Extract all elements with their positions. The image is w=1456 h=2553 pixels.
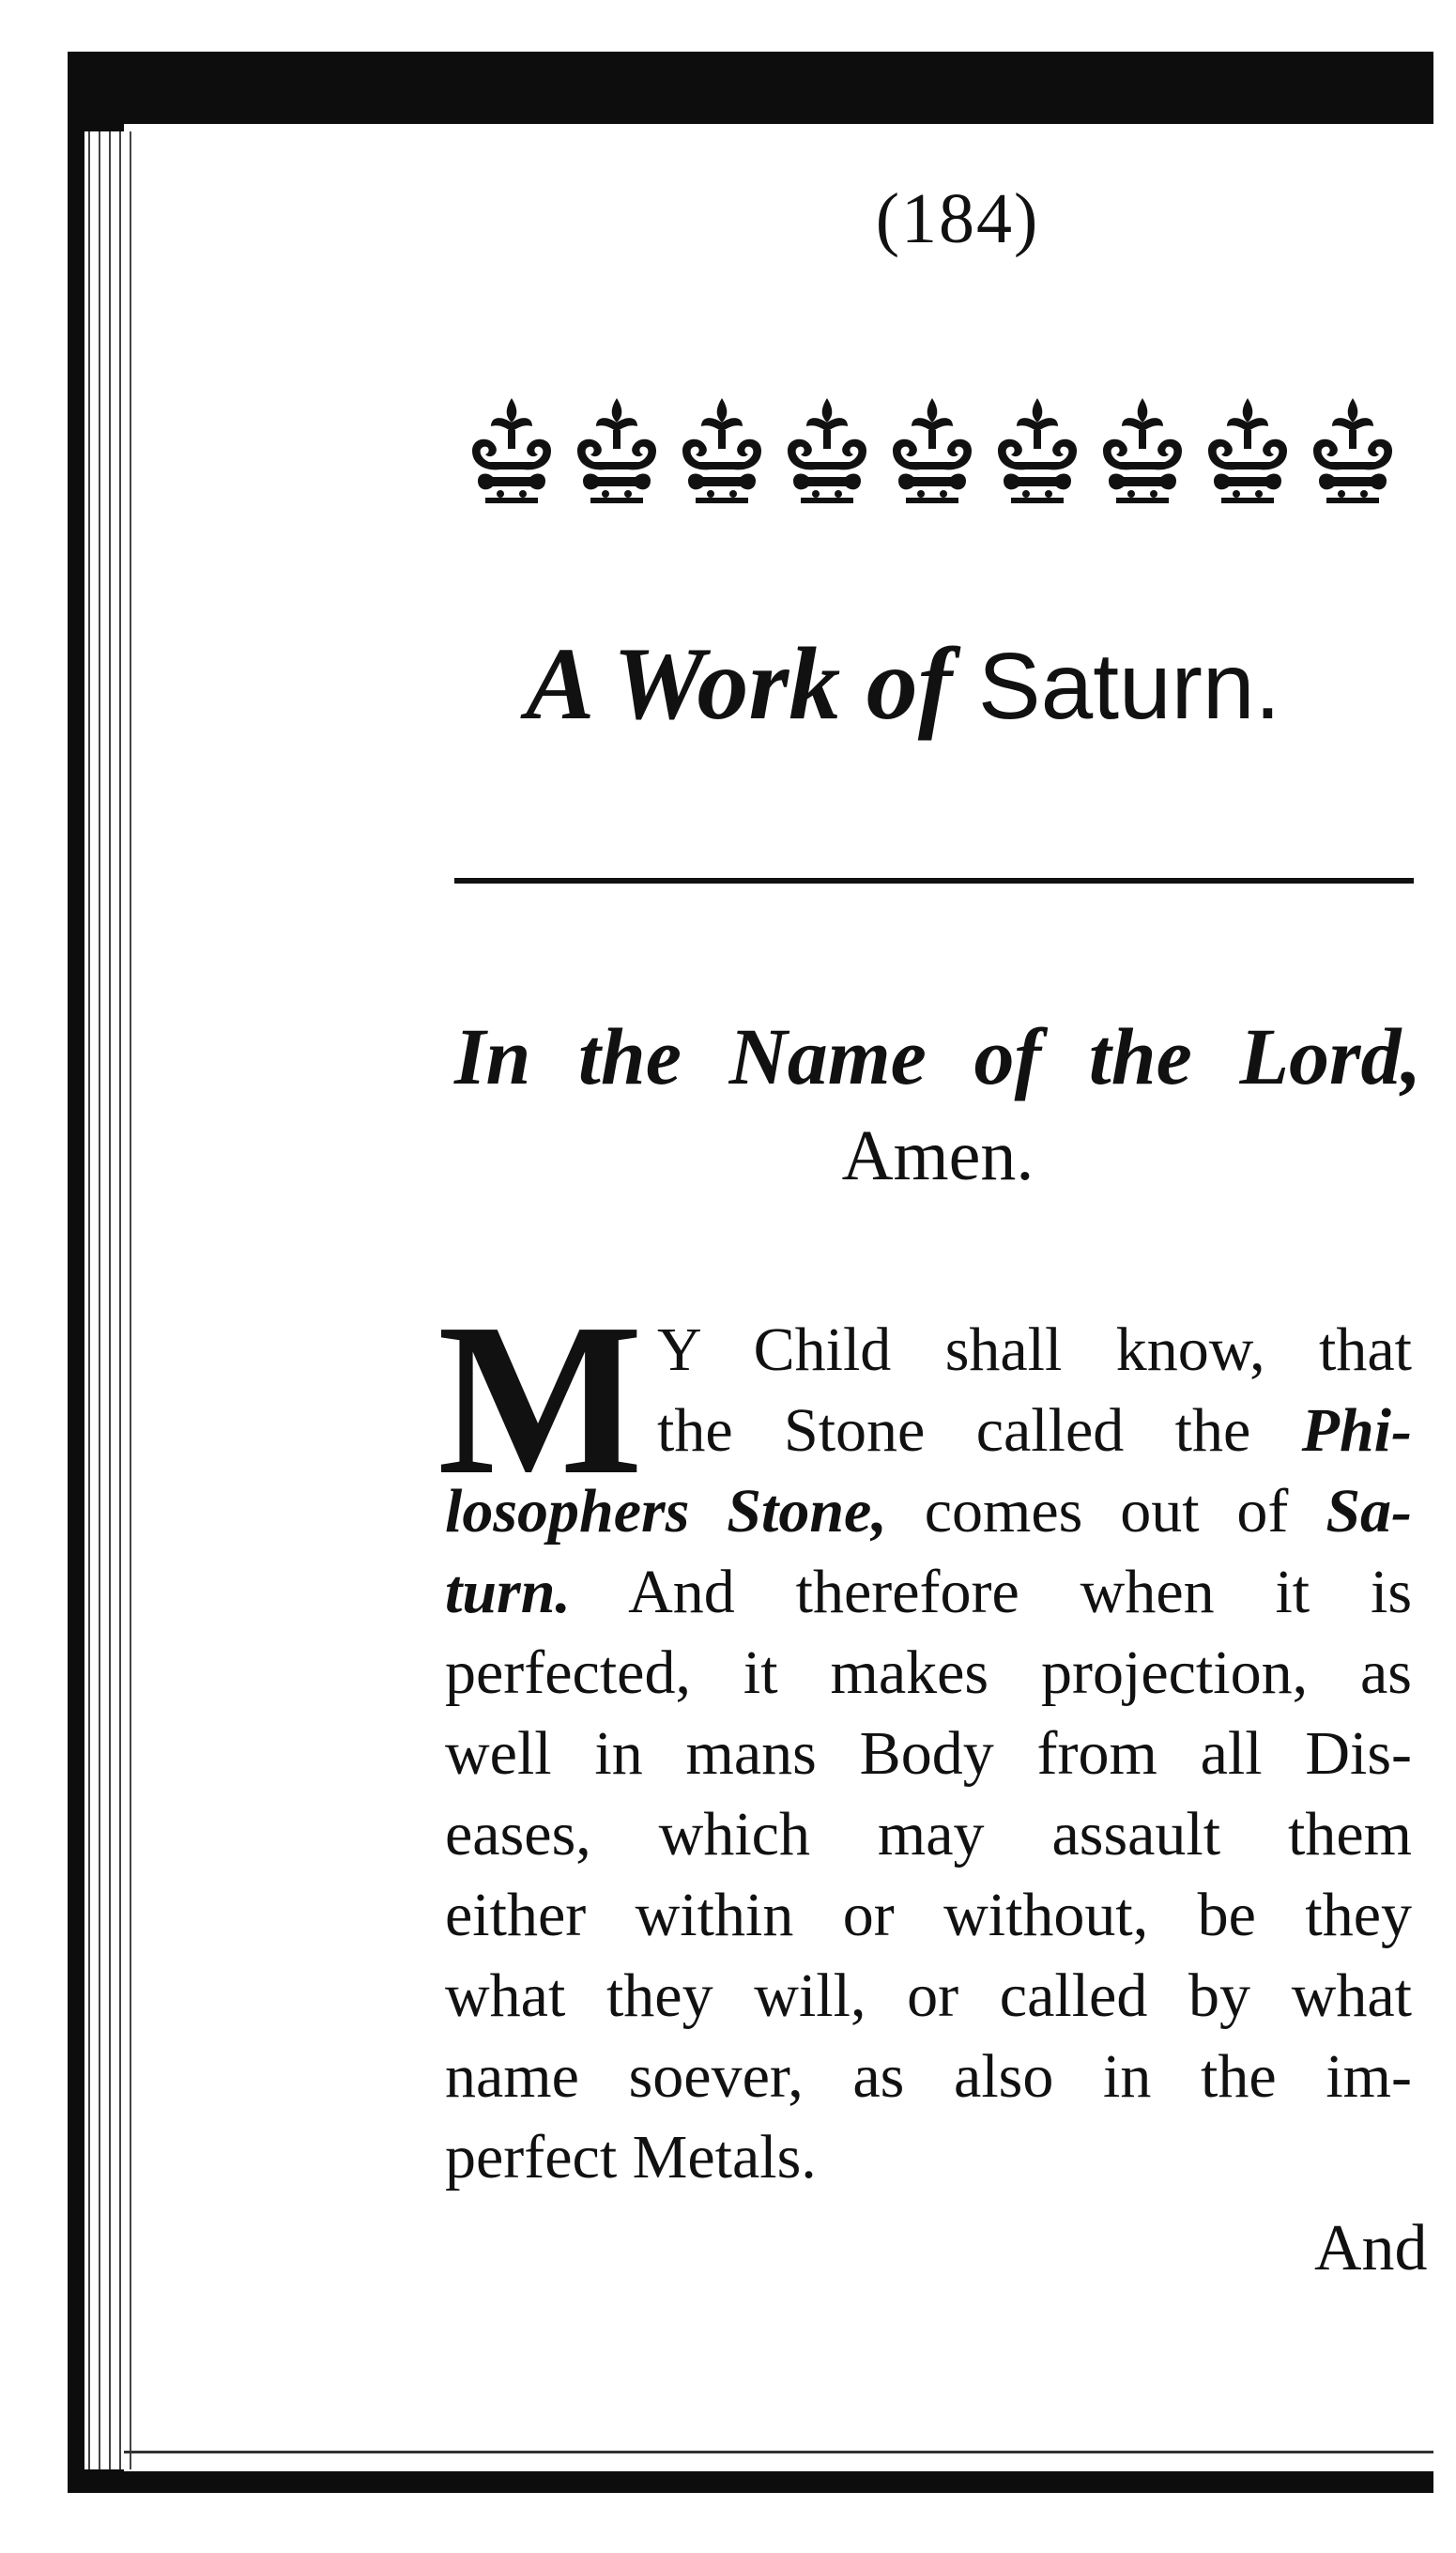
page-number: (184) (875, 179, 1040, 258)
body-line: Y Child shall know, that (657, 1315, 1412, 1384)
body-line: name soever, as also in the im- (445, 2042, 1412, 2111)
fleur-de-lis-ornament-icon (778, 394, 876, 505)
fleur-de-lis-ornament-icon (463, 394, 560, 505)
title-rule (454, 878, 1414, 884)
body-line: eases, which may assault them (445, 1800, 1412, 1869)
body-line: the Stone called the Phi- (657, 1396, 1412, 1465)
chapter-title (526, 624, 1418, 744)
body-line: perfect Metals. (445, 2123, 817, 2192)
body-line: perfected, it makes projection, as (445, 1638, 1412, 1707)
title-italic: A Work of (526, 626, 953, 741)
fleur-de-lis-ornament-icon (673, 394, 771, 505)
book-edge (84, 131, 131, 2469)
fleur-de-lis-ornament-icon (1304, 394, 1402, 505)
title-plain: Saturn. (977, 634, 1281, 739)
body-line: well in mans Body from all Dis- (445, 1719, 1412, 1788)
fleur-de-lis-ornament-icon (883, 394, 981, 505)
fleur-de-lis-ornament-icon (989, 394, 1086, 505)
fleur-de-lis-ornament-icon (568, 394, 666, 505)
body-line: turn. And therefore when it is (445, 1558, 1412, 1626)
body-line: losophers Stone, comes out of Sa- (445, 1477, 1412, 1546)
body-line: either within or without, be they (445, 1881, 1412, 1949)
ornament-band (463, 392, 1402, 507)
fleur-de-lis-ornament-icon (1199, 394, 1296, 505)
fleur-de-lis-ornament-icon (1094, 394, 1191, 505)
body-line: what they will, or called by what (445, 1961, 1412, 2030)
invocation-line-2: Amen. (841, 1116, 1035, 1195)
catchword: And (1314, 2212, 1428, 2284)
page-bottom-edge (124, 2451, 1433, 2461)
drop-capital: M (437, 1279, 643, 1520)
invocation-line-1: In the Name of the Lord, (454, 1011, 1421, 1101)
